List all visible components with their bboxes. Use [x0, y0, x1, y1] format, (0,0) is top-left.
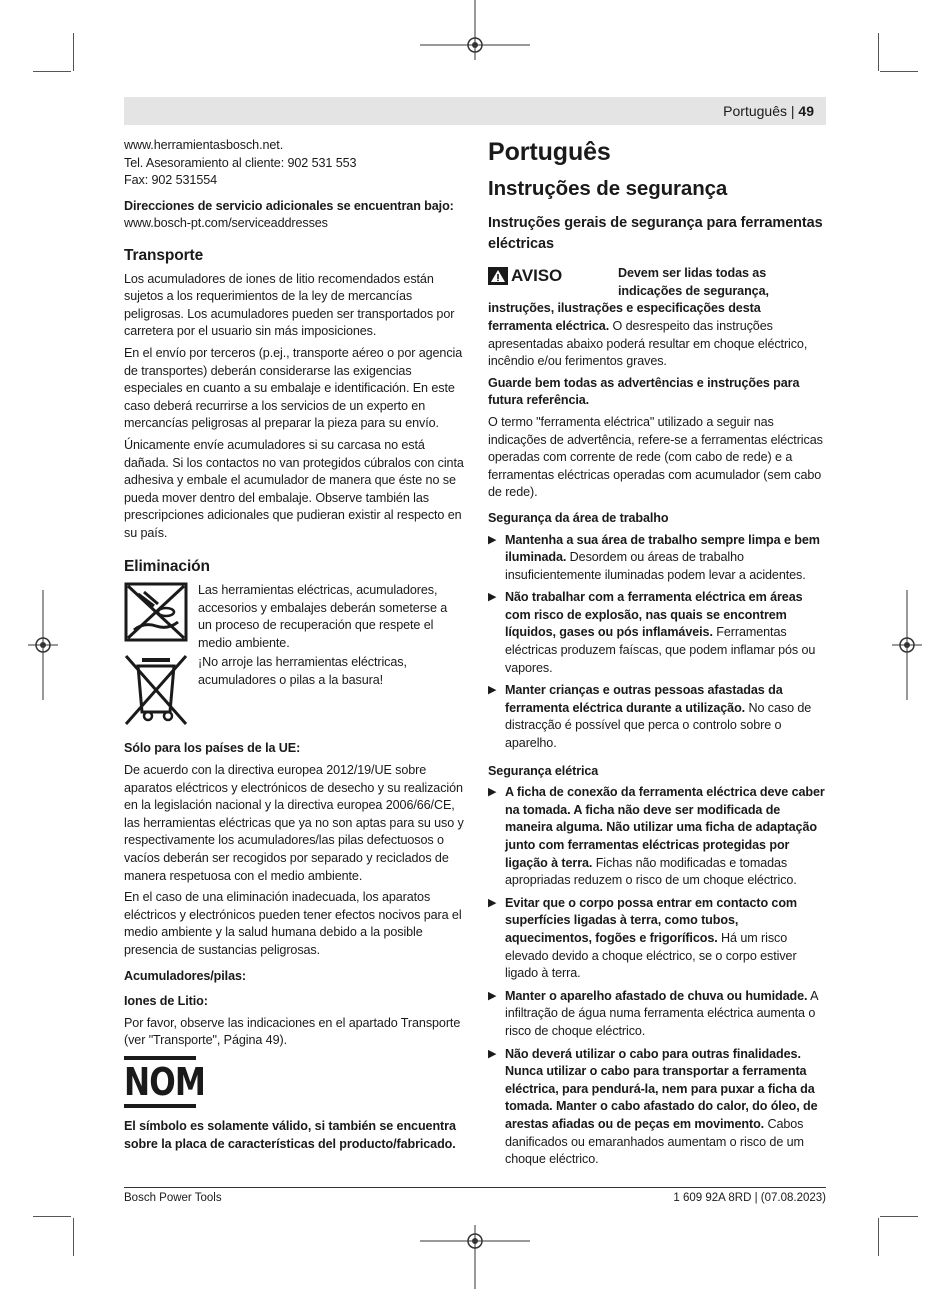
warning-badge	[488, 265, 618, 300]
work-area-heading: Segurança da área de trabalho	[488, 510, 669, 525]
term-paragraph: O termo "ferramenta eléctrica" utilizado a seguir nas indicações de advertência, refere-se a ferramentas eléctricas operadas com corrente de rede (com cabo de rede) e a ferramentas eléctricas operadas com acumulador (sem cabo de rede).	[488, 414, 823, 500]
list-item: ▶ Não trabalhar com a ferramenta eléctrica em áreas com risco de explosão, nas quais se encontrem líquidos, gases ou pós inflamáveis. Ferramentas eléctricas produzem faíscas, que podem inflamar pós ou vapores.	[488, 590, 816, 675]
eu-paragraph: De acuerdo con la directiva europea 2012/19/UE sobre aparatos eléctricos y electrónicos de desecho y su realización en la legislación nacional y la directiva europea 2006/66/CE, las herramientas eléctricas que ya no son aptas para su uso y respectivamente los acumuladores/las pilas defectuosos o vacíos deberán ser recogidos por separado y reciclados de manera respetuosa con el medio ambiente.	[124, 763, 464, 883]
transport-paragraph: Únicamente envíe acumuladores si su carcasa no está dañada. Si los contactos no van protegidos cúbralos con cinta adhesiva y embale el acumulador de manera que éste no se pueda mover dentro del embalaje. Observe también las prescripciones adicionales que pudieran existir al respecto en su país.	[124, 437, 464, 540]
registration-mark-icon	[892, 590, 922, 700]
left-column	[124, 137, 464, 1157]
warning-text: instruções, ilustrações e especificações desta ferramenta eléctrica. O desrespeito das instruções apresentadas abaixo poderá resultar em choque eléctrico, incêndio e/ou ferimentos graves.	[488, 301, 808, 369]
safety-title: Instruções de segurança	[488, 176, 728, 200]
eu-heading: Sólo para los países de la UE:	[124, 741, 301, 756]
disposal-title: Eliminación	[124, 558, 210, 576]
li-ion-paragraph: Por favor, observe las indicaciones en el apartado Transporte (ver "Transporte", Página 49).	[124, 1015, 461, 1048]
disposal-row	[124, 654, 464, 726]
header-bar	[124, 97, 826, 125]
footer-doc-number: 1 609 92A 8RD | (07.08.2023)	[673, 1192, 826, 1204]
warning-triangle-icon	[488, 267, 508, 285]
contact-line: Fax: 902 531554	[124, 173, 218, 188]
footer-brand: Bosch Power Tools	[124, 1192, 222, 1204]
li-ion-heading: Iones de Litio:	[124, 994, 208, 1009]
list-item: ▶ Não deverá utilizar o cabo para outras finalidades. Nunca utilizar o cabo para transportar a ferramenta eléctrica, para pendurá-la, nem para puxar a ficha da tomada. Manter o cabo afastado do calor, do óleo, de arestas afiadas ou de peças em movimento. Cabos danificados ou emaranhados aumentam o risco de um choque eléctrico.	[488, 1046, 818, 1167]
list-item: ▶ Mantenha a sua área de trabalho sempre limpa e bem iluminada. Desordem ou áreas de trabalho insuficientemente iluminadas podem levar a acidentes.	[488, 532, 820, 582]
disposal-paragraph: Las herramientas eléctricas, acumuladores, accesorios y embalajes deberán someterse a un proceso de recuperación que respete el medio ambiente.	[198, 583, 448, 650]
page-title: Português	[488, 138, 611, 166]
warning-block	[488, 265, 828, 300]
eu-paragraph: En el caso de una eliminación inadecuada, los aparatos eléctricos y electrónicos pueden tener efectos nocivos para el medio ambiente y la salud humana debido a la posible presencia de sustancias peligrosas.	[124, 890, 462, 957]
service-heading: Direcciones de servicio adicionales se encuentran bajo:	[124, 198, 454, 213]
header-language: Português	[723, 103, 787, 119]
page-number: 49	[798, 103, 814, 119]
transport-paragraph: Los acumuladores de iones de litio recomendados están sujetos a los requerimientos de la ley de mercancías peligrosas. Los acumuladores pueden ser transportados por carretera por el usuario sin más imposiciones.	[124, 271, 455, 339]
disposal-paragraph: ¡No arroje las herramientas eléctricas, acumuladores o pilas a la basura!	[198, 655, 407, 688]
list-item: ▶ A ficha de conexão da ferramenta eléctrica deve caber na tomada. A ficha não deve ser modificada de maneira alguma. Não utilizar uma ficha de adaptação junto com ferramentas eléctricas protegidas por ligação à terra. Fichas não modificadas e tomadas apropriadas reduzem o risco de um choque eléctrico.	[488, 785, 825, 888]
list-item: ▶ Manter o aparelho afastado de chuva ou humidade. A infiltração de água numa ferramenta eléctrica aumenta o risco de choque eléctrico.	[488, 988, 818, 1038]
transport-paragraph: En el envío por terceros (p.ej., transporte aéreo o por agencia de transportes) deberán considerarse las exigencias especiales en cuanto a su embalaje e identificación. En este caso deberá recurrirse a los servicios de un experto en mercancías peligrosas al preparar la pieza para su envío.	[124, 345, 463, 431]
nom-note: El símbolo es solamente válido, si también se encuentra sobre la placa de características del producto/fabricado.	[124, 1118, 456, 1151]
warning-label: AVISO	[511, 266, 563, 286]
list-item: ▶ Manter crianças e outras pessoas afastadas da ferramenta eléctrica durante a utilização. No caso de distracção é possível que perca o controlo sobre o aparelho.	[488, 683, 812, 751]
disposal-row	[124, 582, 464, 652]
keep-instructions: Guarde bem todas as advertências e instruções para futura referência.	[488, 375, 800, 408]
contact-line: Tel. Asesoramiento al cliente: 902 531 553	[124, 155, 357, 170]
registration-mark-icon	[28, 590, 58, 700]
transport-title: Transporte	[124, 246, 204, 264]
page-header: Português | 49	[723, 103, 814, 119]
batteries-heading: Acumuladores/pilas:	[124, 968, 246, 983]
electric-heading: Segurança elétrica	[488, 763, 599, 778]
contact-line: www.herramientasbosch.net.	[124, 138, 284, 152]
footer-divider	[124, 1187, 826, 1188]
registration-mark-icon	[420, 0, 530, 60]
general-safety-title: Instruções gerais de segurança para ferramentas eléctricas	[488, 215, 823, 253]
packaging-recycling-icon	[124, 582, 188, 644]
registration-mark-icon	[420, 1225, 530, 1289]
warning-lead: Devem ser lidas todas as indicações de segurança,	[618, 266, 769, 298]
nom-logo: NOM	[124, 1056, 196, 1108]
service-url[interactable]: www.bosch-pt.com/serviceaddresses	[124, 216, 328, 231]
crossed-bin-icon	[124, 654, 188, 726]
right-column	[488, 138, 828, 1174]
list-item: ▶ Evitar que o corpo possa entrar em contacto com superfícies ligadas à terra, como tubos, aquecimentos, fogões e frigoríficos. Há um risco elevado devido a choque eléctrico, se o corpo estiver ligado à terra.	[488, 895, 798, 981]
